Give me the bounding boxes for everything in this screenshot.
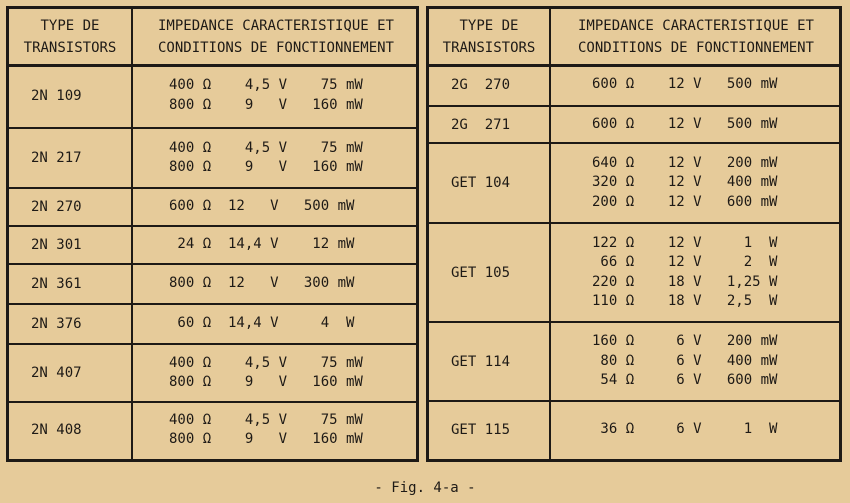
value-line: 160 Ω 6 V 200 mW: [592, 333, 778, 350]
impedance-conditions: [592, 115, 777, 135]
value-line: 320 Ω 12 V 400 mW: [592, 174, 778, 191]
impedance-conditions: [592, 420, 777, 440]
value-line: 600 Ω 12 V 500 mW: [169, 198, 355, 215]
value-line: 24 Ω 14,4 V 12 mW: [169, 236, 355, 253]
value-line: 800 Ω 9 V 160 mW: [169, 159, 363, 175]
transistor-type: 2G 270: [451, 76, 511, 93]
table-row: [429, 64, 839, 107]
transistor-type: 2N 109: [31, 87, 82, 104]
value-line: 400 Ω 4,5 V 75 mW: [169, 411, 363, 428]
impedance-conditions: [592, 332, 777, 391]
transistor-type: 2N 376: [31, 316, 82, 332]
transistor-type: GET 105: [451, 264, 511, 281]
table-row: [9, 227, 416, 265]
value-line: 800 Ω 9 V 160 mW: [169, 96, 363, 113]
table-row: [429, 323, 839, 402]
header-impedance: IMPEDANCE CARACTERISTIQUE ET CONDITIONS DE FONCTIONNEMENT: [577, 18, 814, 56]
header-type: TYPE DE TRANSISTORS: [23, 18, 117, 56]
table-row: [9, 64, 416, 129]
value-line: 400 Ω 4,5 V 75 mW: [169, 139, 363, 156]
transistor-type: 2N 217: [31, 150, 82, 166]
header-impedance: IMPEDANCE CARACTERISTIQUE ET CONDITIONS DE FONCTIONNEMENT: [157, 18, 394, 56]
transistor-type: 2N 270: [31, 199, 82, 215]
value-line: 400 Ω 4,5 V 75 mW: [169, 77, 363, 93]
impedance-conditions: [592, 75, 777, 95]
value-line: 200 Ω 12 V 600 mW: [592, 193, 778, 210]
value-line: 800 Ω 12 V 300 mW: [169, 275, 355, 292]
table-row: [429, 107, 839, 144]
value-line: 60 Ω 14,4 V 4 W: [169, 315, 355, 332]
table-row: [9, 305, 416, 345]
value-line: 66 Ω 12 V 2 W: [592, 254, 778, 270]
value-line: 640 Ω 12 V 200 mW: [592, 154, 778, 171]
transistor-type: 2N 408: [31, 422, 82, 438]
value-line: 600 Ω 12 V 500 mW: [592, 75, 778, 92]
value-line: 400 Ω 4,5 V 75 mW: [169, 354, 363, 371]
figure-caption: - Fig. 4-a -: [374, 480, 476, 496]
impedance-conditions: [592, 154, 777, 213]
table-row: [429, 224, 839, 323]
impedance-conditions: [169, 235, 354, 255]
impedance-conditions: [592, 234, 777, 312]
value-line: 800 Ω 9 V 160 mW: [169, 431, 363, 447]
table-row: [9, 265, 416, 305]
value-line: 600 Ω 12 V 500 mW: [592, 115, 778, 132]
value-line: 122 Ω 12 V 1 W: [592, 234, 778, 251]
value-line: 800 Ω 9 V 160 mW: [169, 374, 363, 390]
transistor-type: GET 115: [451, 421, 511, 438]
transistor-type: GET 104: [451, 175, 511, 191]
right-table: [426, 6, 842, 462]
impedance-conditions: [169, 139, 363, 178]
value-line: 80 Ω 6 V 400 mW: [592, 352, 778, 369]
value-line: 36 Ω 6 V 1 W: [592, 420, 778, 437]
table-row: [429, 402, 839, 459]
impedance-conditions: [169, 76, 363, 115]
impedance-conditions: [169, 411, 363, 450]
value-line: 54 Ω 6 V 600 mW: [592, 372, 778, 389]
transistor-type: 2N 301: [31, 237, 82, 253]
table-row: [9, 345, 416, 403]
impedance-conditions: [169, 274, 354, 294]
left-table: [6, 6, 419, 462]
table-header: [9, 9, 416, 67]
impedance-conditions: [169, 314, 354, 334]
table-row: [9, 189, 416, 227]
impedance-conditions: [169, 197, 354, 217]
value-line: 220 Ω 18 V 1,25 W: [592, 273, 778, 290]
transistor-type: GET 114: [451, 353, 511, 370]
table-row: [9, 129, 416, 189]
header-type: TYPE DE TRANSISTORS: [442, 18, 536, 56]
table-row: [429, 144, 839, 224]
transistor-type: 2N 407: [31, 365, 82, 381]
transistor-type: 2G 271: [451, 116, 511, 133]
value-line: 110 Ω 18 V 2,5 W: [592, 293, 778, 309]
table-row: [9, 403, 416, 459]
impedance-conditions: [169, 354, 363, 393]
transistor-type: 2N 361: [31, 276, 82, 292]
table-header: [429, 9, 839, 67]
